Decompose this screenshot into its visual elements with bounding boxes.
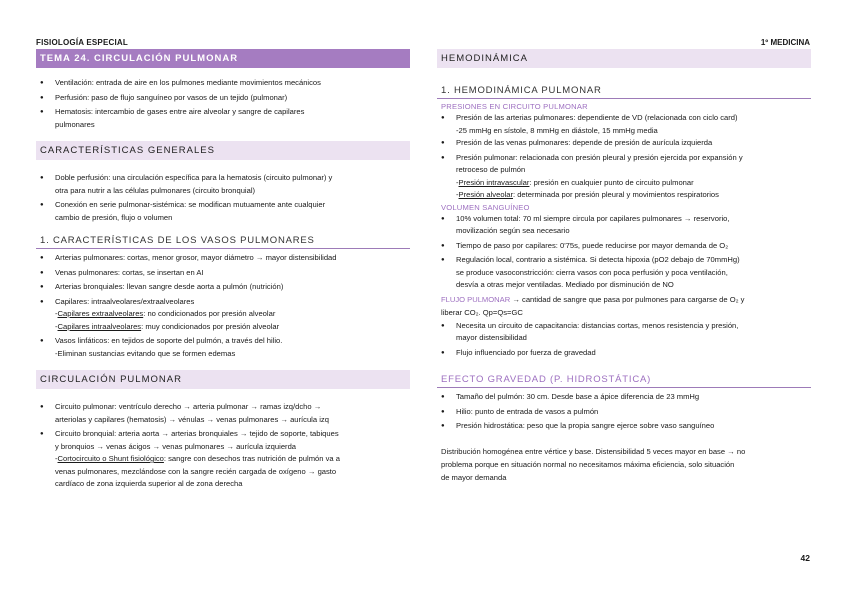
section-heading-gravity: EFECTO GRAVEDAD (P. HIDROSTÁTICA) <box>437 373 811 388</box>
page-number: 42 <box>800 553 810 563</box>
section-heading-hemodynamics: HEMODINÁMICA <box>437 49 811 68</box>
list-item: ● Presión de las arterias pulmonares: dependiente de VD (relacionada con ciclo card) -25 mmHg en sístole, 8 mmHg en diástole, 15 mmHg media <box>437 112 811 137</box>
list-item: ● Conexión en serie pulmonar-sistémica: se modifican mutuamente ante cualquier cambio de presión, flujo o volumen <box>36 199 410 224</box>
pulmonary-flow-text: FLUJO PULMONAR → cantidad de sangre que pasa por pulmones para cargarse de O₂ y liberar CO₂. Qp=Qs=GC <box>441 294 745 317</box>
subsection-pressures: PRESIONES EN CIRCUITO PULMONAR <box>441 102 588 111</box>
list-item: ● Presión hidrostática: peso que la propia sangre ejerce sobre vaso sanguíneo <box>437 420 811 433</box>
list-item: ● Arterias bronquiales: llevan sangre desde aorta a pulmón (nutrición) <box>36 281 410 294</box>
list-item: ● Capilares: intraalveolares/extraalveolares -Capilares extraalveolares: no condicionados por presión alveolar -Capilares intraalveolares: muy condicionados por presión alveolar <box>36 296 410 334</box>
right-column <box>437 49 811 484</box>
list-item: ● Doble perfusión: una circulación específica para la hematosis (circuito pulmonar) y otra para nutrir a las células pulmonares (circuito bronquial) <box>36 172 410 197</box>
gravity-list <box>437 391 811 433</box>
pressures-list <box>437 112 811 202</box>
list-item: ● Circuito bronquial: arteria aorta → arterias bronquiales → tejido de soporte, tabiques y bronquios → venas ácigos → venas pulmonares → aurícula izquierda -Cortocircuito o Shunt fisiológico: sangre con desechos tras nutrición de pulmón va a venas pulmonares, mezclándose con la sangre recién cargada de oxígeno → gasto cardíaco de zona izquierda superior al de zona derecha <box>36 428 410 491</box>
distribution-paragraph: Distribución homogénea entre vértice y base. Distensibilidad 5 veces mayor en base → no problema porque en situación normal no necesitamos máxima eficiencia, solo situación de mayor demanda <box>441 446 746 482</box>
volume-list <box>437 213 811 292</box>
vessels-list <box>36 252 410 360</box>
list-item: ● Tamaño del pulmón: 30 cm. Desde base a ápice diferencia de 23 mmHg <box>437 391 811 404</box>
list-item: ● Presión de las venas pulmonares: depende de presión de aurícula izquierda <box>437 137 811 150</box>
subsection-blood-volume: VOLUMEN SANGUÍNEO <box>441 202 530 212</box>
left-column <box>36 49 410 493</box>
topic-title: TEMA 24. CIRCULACIÓN PULMONAR <box>36 49 410 68</box>
list-item: ● Tiempo de paso por capilares: 0'75s, puede reducirse por mayor demanda de O₂ <box>437 240 811 253</box>
list-item: ● Vasos linfáticos: en tejidos de soporte del pulmón, a través del hilio. -Eliminan sustancias evitando que se formen edemas <box>36 335 410 360</box>
list-item: ● Regulación local, contrario a sistémica. Si detecta hipoxia (pO2 debajo de 70mmHg) se produce vasoconstricción: cierra vasos con poca perfusión y poca ventilación, desvía a otras mejor ventiladas. Mediado por disminución de NO <box>437 254 811 292</box>
flow-list <box>437 320 811 360</box>
list-item: ● Circuito pulmonar: ventrículo derecho → arteria pulmonar → ramas izq/dcho → arteriolas y capilares (hematosis) → vénulas → venas pulmonares → aurícula izq <box>36 401 410 426</box>
section-heading-circulation: CIRCULACIÓN PULMONAR <box>36 370 410 389</box>
list-item: ● Venas pulmonares: cortas, se insertan en AI <box>36 267 410 280</box>
list-item: ● Arterias pulmonares: cortas, menor grosor, mayor diámetro → mayor distensibilidad <box>36 252 410 265</box>
section-heading-general: CARACTERÍSTICAS GENERALES <box>36 141 410 160</box>
list-item: ● Perfusión: paso de flujo sanguíneo por vasos de un tejido (pulmonar) <box>36 92 410 105</box>
subsection-pulmonary-flow: FLUJO PULMONAR <box>441 294 511 304</box>
list-item: ● Necesita un circuito de capacitancia: distancias cortas, menos resistencia y presión, mayor distensibilidad <box>437 320 811 345</box>
section-heading-pulmonary-hemodynamics: 1. HEMODINÁMICA PULMONAR <box>437 84 811 99</box>
circulation-list <box>36 401 410 491</box>
general-list <box>36 172 410 224</box>
intro-list <box>36 77 410 131</box>
course-year: 1º MEDICINA <box>760 38 810 47</box>
list-item: ● Hilio: punto de entrada de vasos a pulmón <box>437 406 811 419</box>
course-name: FISIOLOGÍA ESPECIAL <box>36 38 128 47</box>
list-item: ● Presión pulmonar: relacionada con presión pleural y presión ejercida por expansión y retroceso de pulmón -Presión intravascular: presión en cualquier punto de circuito pulmonar -Presión alveolar: determinada por presión pleural y movimientos respiratorios <box>437 152 811 202</box>
list-item: ● 10% volumen total: 70 ml siempre circula por capilares pulmonares → reservorio, movilización según sea necesario <box>437 213 811 238</box>
list-item: ● Hematosis: intercambio de gases entre aire alveolar y sangre de capilares pulmonares <box>36 106 410 131</box>
section-heading-vessels: 1. CARACTERÍSTICAS DE LOS VASOS PULMONARES <box>36 234 410 249</box>
list-item: ● Ventilación: entrada de aire en los pulmones mediante movimientos mecánicos <box>36 77 410 90</box>
list-item: ● Flujo influenciado por fuerza de gravedad <box>437 347 811 360</box>
